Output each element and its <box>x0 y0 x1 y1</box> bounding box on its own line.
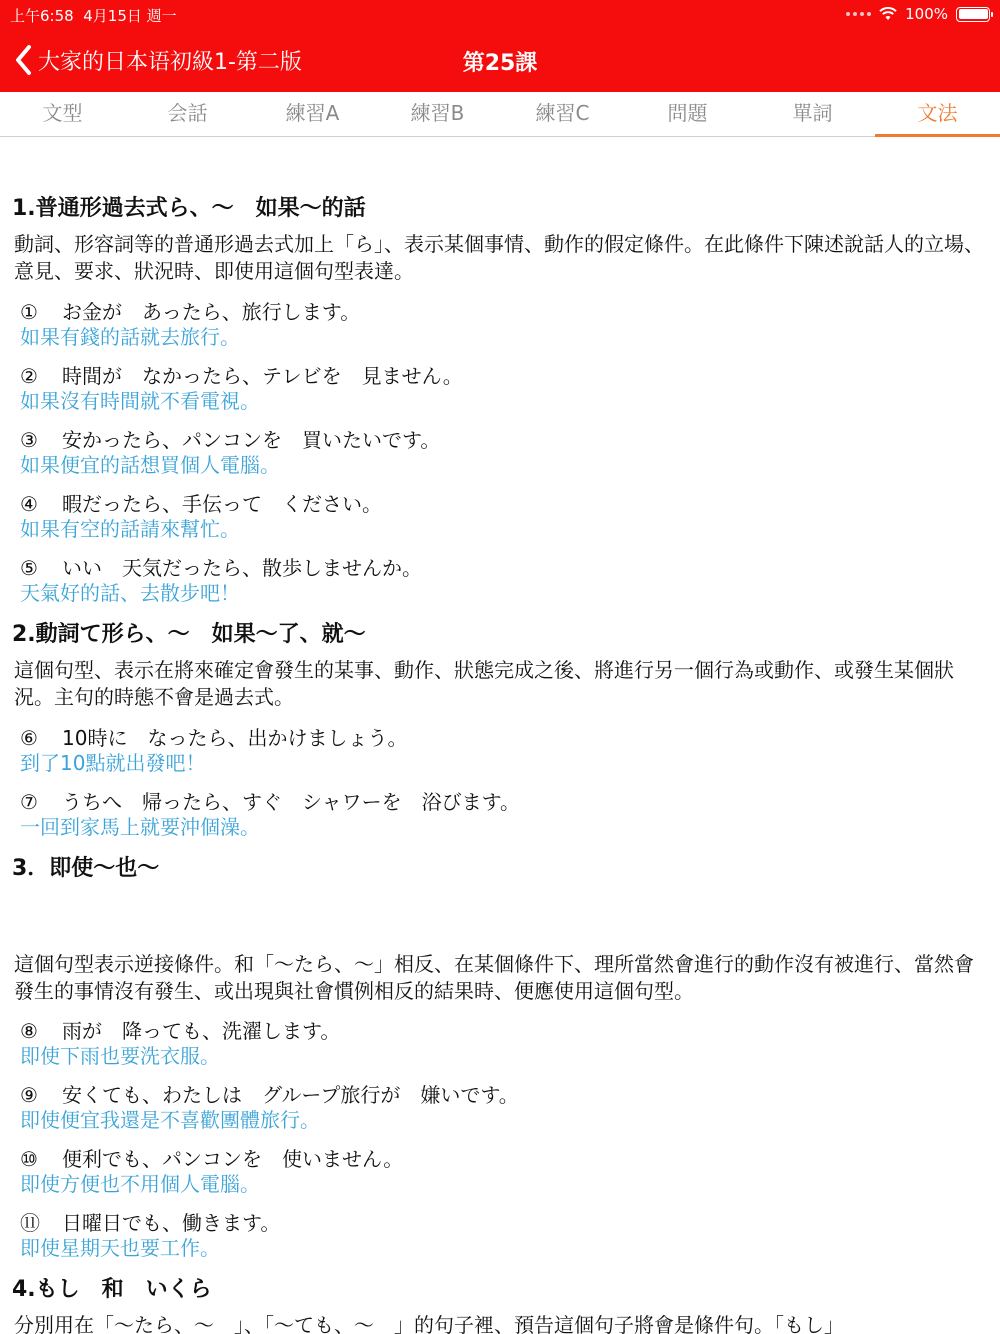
tab-renshu-a[interactable]: 練習A <box>285 101 340 125</box>
example-translation: 天氣好的話、去散步吧！ <box>20 581 240 605</box>
signal-icon <box>846 12 871 16</box>
example-japanese-text: 安かったら、パンコンを 買いたいです。 <box>62 428 441 452</box>
tab-bunkei[interactable]: 文型 <box>42 101 83 125</box>
tab-mondai[interactable]: 問題 <box>667 101 708 125</box>
example-translation: 如果有錢的話就去旅行。 <box>20 325 240 349</box>
example-japanese-text: 10時に なったら、出かけましょう。 <box>62 726 408 750</box>
example-japanese-text: うちへ 帰ったら、すぐ シャワーを 浴びます。 <box>62 790 520 814</box>
example-translation: 到了10點就出發吧！ <box>20 751 206 775</box>
section-paragraph: 分別用在「～たら、～ 」、「～ても、～ 」的句子裡、預告這個句子將會是條件句。「もし」 <box>14 1313 844 1334</box>
back-button-label: 大家的日本语初級1-第二版 <box>38 49 302 75</box>
example-number: ① <box>20 300 38 324</box>
example-translation: 即使方便也不用個人電腦。 <box>20 1172 260 1196</box>
status-right <box>846 5 990 23</box>
section-paragraph: 這個句型表示逆接條件。和「～たら、～」相反、在某個條件下、理所當然會進行的動作沒有被進行、當然會發生的事情沒有發生、或出現與社會慣例相反的結果時、便應使用這個句型。 <box>14 952 974 1003</box>
status-time: 上午6:58 <box>10 7 74 25</box>
section-paragraph: 這個句型、表示在將來確定會發生的某事、動作、狀態完成之後、將進行另一個行為或動作、或發生某個狀況。主句的時態不會是過去式。 <box>14 658 954 709</box>
example-number: ④ <box>20 492 38 516</box>
example-translation: 如果便宜的話想買個人電腦。 <box>20 453 280 477</box>
grammar-content[interactable] <box>0 137 1000 1334</box>
battery-percent: 100% <box>905 5 948 23</box>
section-title: 1.普通形過去式ら、～ 如果～的話 <box>12 196 366 221</box>
example-translation: 一回到家馬上就要沖個澡。 <box>20 815 260 839</box>
battery-icon <box>956 7 990 22</box>
example-translation: 即使星期天也要工作。 <box>20 1236 220 1260</box>
status-date: 4月15日 週一 <box>83 7 177 25</box>
example-japanese-text: 安くても、わたしは グループ旅行が 嫌いです。 <box>62 1083 519 1107</box>
example-number: ⑪ <box>20 1211 40 1235</box>
example-number: ⑤ <box>20 556 38 580</box>
tab-bar <box>0 92 1000 137</box>
example-japanese-text: いい 天気だったら、散歩しませんか。 <box>62 556 422 580</box>
page-title: 第25課 <box>462 51 538 76</box>
example-number: ⑦ <box>20 790 38 814</box>
status-bar <box>0 0 1000 28</box>
example-number: ⑨ <box>20 1083 38 1107</box>
example-translation: 即使便宜我還是不喜歡團體旅行。 <box>20 1108 320 1132</box>
example-japanese-text: 暇だったら、手伝って ください。 <box>62 492 382 516</box>
tab-renshu-b[interactable]: 練習B <box>410 101 465 125</box>
example-number: ⑧ <box>20 1019 38 1043</box>
example-number: ⑥ <box>20 726 38 750</box>
example-number: ⑩ <box>20 1147 38 1171</box>
tab-bunpo[interactable]: 文法 <box>875 92 1000 136</box>
section-title: 4.もし 和 いくら <box>12 1277 212 1302</box>
example-translation: 如果有空的話請來幫忙。 <box>20 517 240 541</box>
example-japanese-text: 時間が なかったら、テレビを 見ません。 <box>62 364 463 388</box>
wifi-icon <box>879 7 897 21</box>
example-number: ② <box>20 364 38 388</box>
section-paragraph: 動詞、形容詞等的普通形過去式加上「ら」、表示某個事情、動作的假定條件。在此條件下陳述說話人的立場、意見、要求、狀況時、即使用這個句型表達。 <box>14 232 984 283</box>
example-japanese-text: お金が あったら、旅行します。 <box>62 300 361 324</box>
status-time-date <box>10 5 177 26</box>
tab-kaiwa[interactable]: 会話 <box>167 101 208 125</box>
example-translation: 即使下雨也要洗衣服。 <box>20 1044 220 1068</box>
example-japanese-text: 雨が 降っても、洗濯します。 <box>62 1019 341 1043</box>
example-japanese-text: 便利でも、パンコンを 使いません。 <box>62 1147 404 1171</box>
navigation-bar <box>0 28 1000 92</box>
example-japanese-text: 日曜日でも、働きます。 <box>62 1211 281 1235</box>
section-title: 3．即使～也～ <box>12 856 160 881</box>
tab-renshu-c[interactable]: 練習C <box>535 101 590 125</box>
section-title: 2.動詞て形ら、～ 如果～了、就～ <box>12 622 366 647</box>
example-translation: 如果沒有時間就不看電視。 <box>20 389 260 413</box>
example-number: ③ <box>20 428 38 452</box>
tab-tango[interactable]: 單詞 <box>792 101 833 125</box>
